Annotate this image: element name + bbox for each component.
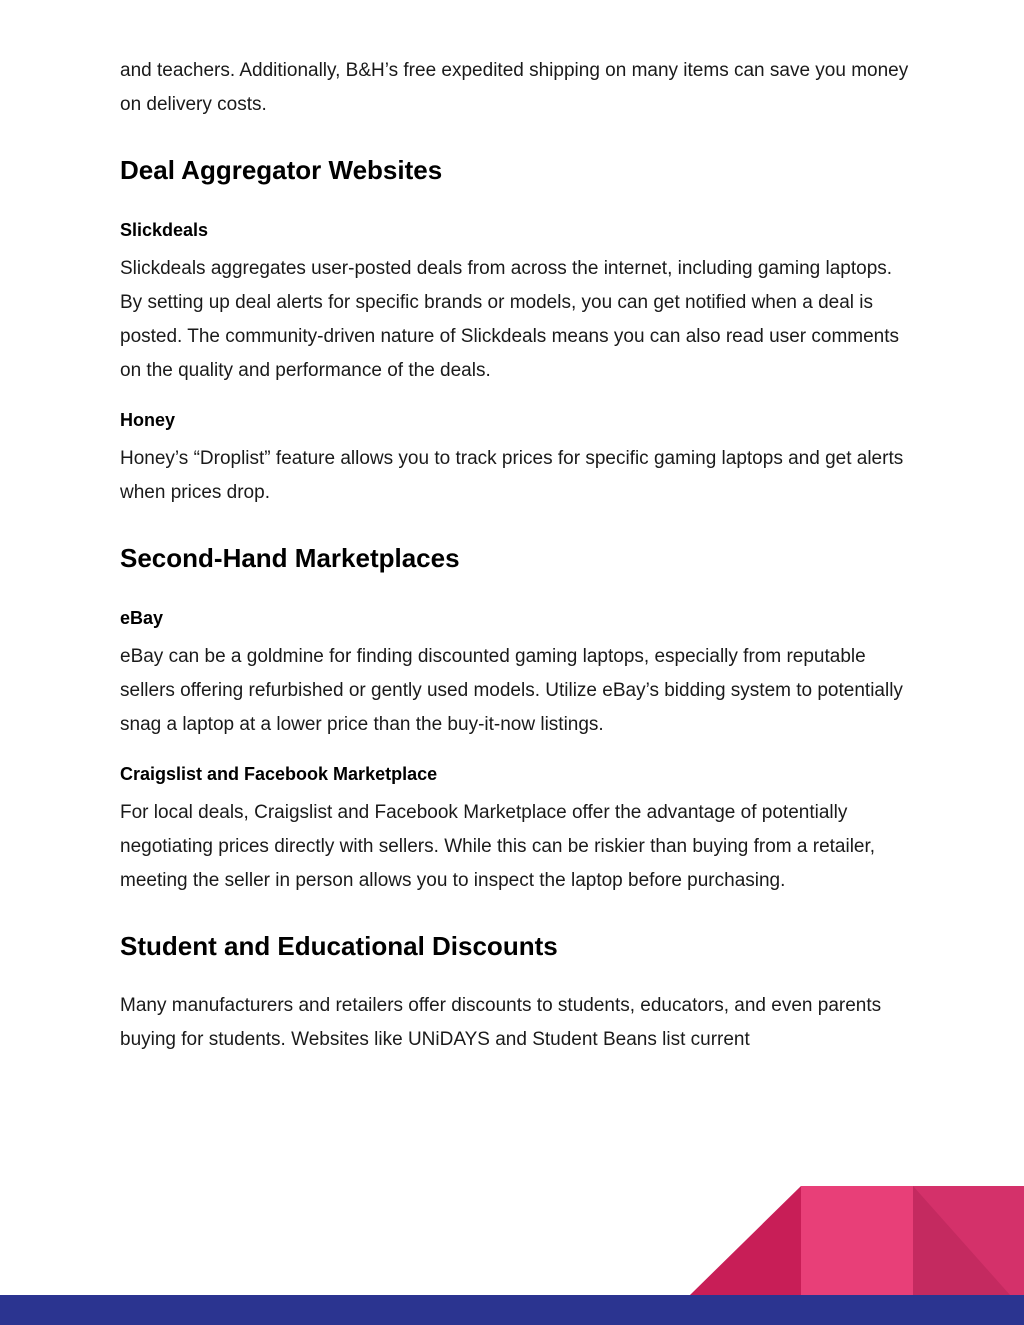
paragraph-slickdeals: Slickdeals aggregates user-posted deals from across the internet, including gaming laptops. By setting up deal alerts for specific brands or models, you can get notified when a deal is posted. The community-driven nature of Slickdeals means you can also read user comments on the quality and performance of the deals. bbox=[120, 258, 900, 381]
paragraph-student-discounts: Many manufacturers and retailers offer discounts to students, educators, and even parents buying for students. Websites like UNiDAYS and Student Beans list current bbox=[120, 995, 882, 1050]
section-heading-second-hand: Second-Hand Marketplaces bbox=[120, 543, 460, 573]
subheading-slickdeals: Slickdeals bbox=[120, 220, 209, 240]
section-heading-deal-aggregators: Deal Aggregator Websites bbox=[120, 155, 443, 185]
footer-triangle-dark bbox=[690, 1186, 801, 1295]
footer-block-pink bbox=[801, 1186, 913, 1295]
paragraph-ebay: eBay can be a goldmine for finding discounted gaming laptops, especially from reputable sellers offering refurbished or gently used models. Utilize eBay’s bidding system to potentially snag a laptop at a lower price than the buy-it-now listings. bbox=[120, 646, 903, 735]
subheading-ebay: eBay bbox=[120, 608, 164, 628]
paragraph-craigslist-facebook: For local deals, Craigslist and Facebook Marketplace offer the advantage of potentially negotiating prices directly with sellers. While this can be riskier than buying from a retailer, meeting the seller in person allows you to inspect the laptop before purchasing. bbox=[120, 802, 876, 891]
document-body bbox=[120, 54, 910, 1057]
paragraph-honey: Honey’s “Droplist” feature allows you to track prices for specific gaming laptops and get alerts when prices drop. bbox=[120, 448, 904, 503]
subheading-craigslist-facebook: Craigslist and Facebook Marketplace bbox=[120, 764, 438, 784]
subheading-honey: Honey bbox=[120, 410, 176, 430]
intro-paragraph: and teachers. Additionally, B&H’s free expedited shipping on many items can save you money on delivery costs. bbox=[120, 60, 909, 115]
footer-band bbox=[0, 1295, 1024, 1325]
section-heading-student-discounts: Student and Educational Discounts bbox=[120, 931, 558, 961]
footer-decoration bbox=[0, 1180, 1024, 1325]
